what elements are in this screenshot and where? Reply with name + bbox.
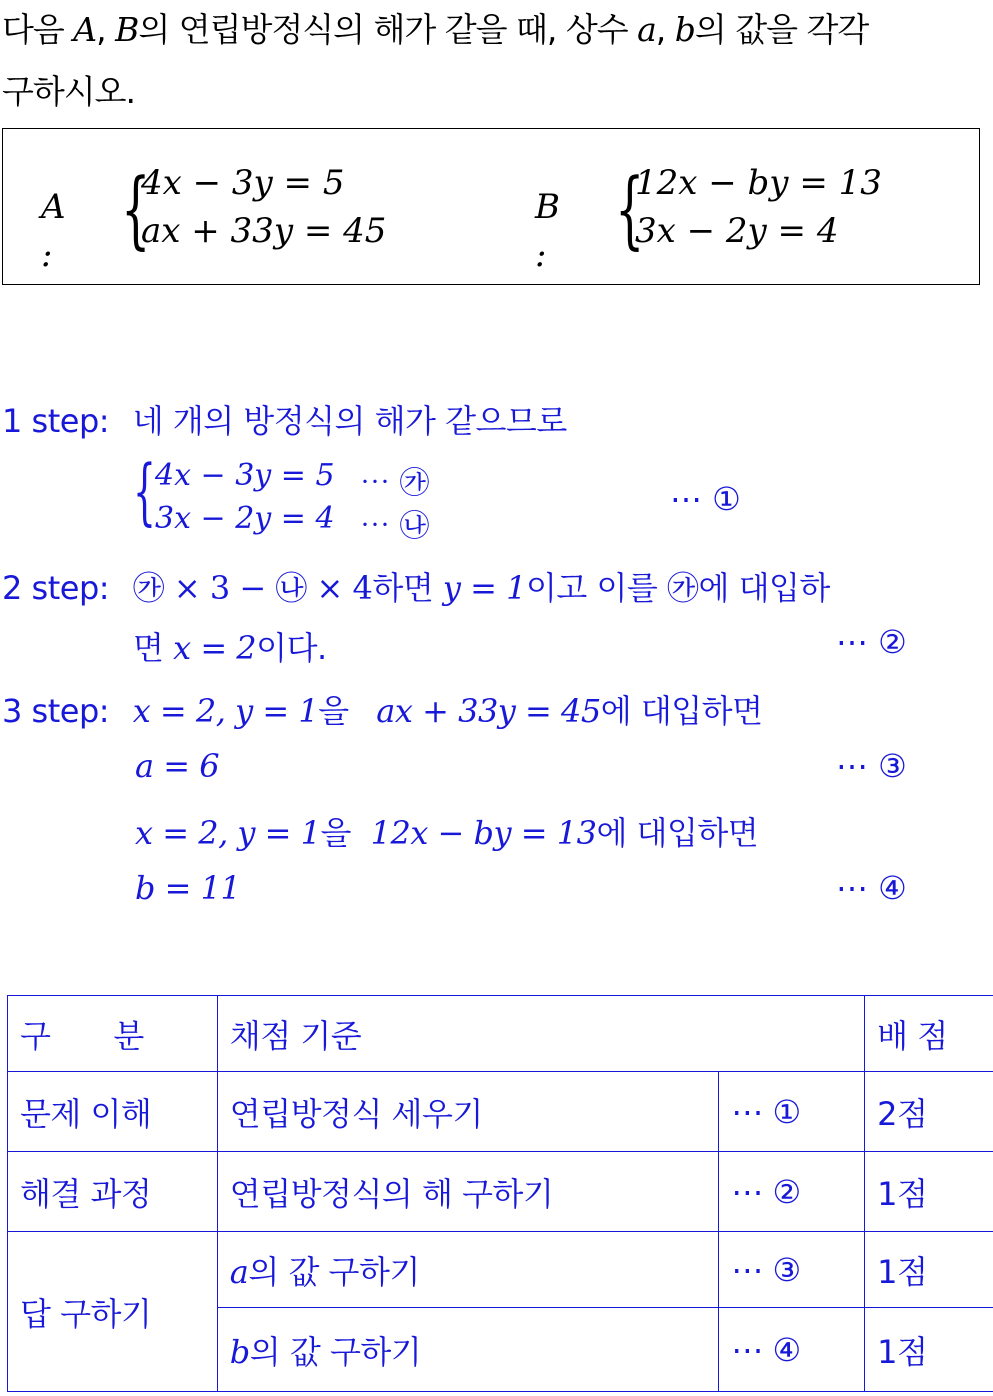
criteria-var-a: a — [229, 1252, 249, 1291]
step1-eq2-mark: ⋯ ㉯ — [360, 509, 430, 544]
row-points: 2점 — [865, 1072, 993, 1152]
step1-ref: ⋯ ① — [670, 480, 741, 518]
step1-eq1-mark: ⋯ ㉮ — [360, 466, 430, 501]
row-category: 답 구하기 — [8, 1232, 218, 1392]
step3-math: x = 2, y = 1 — [135, 814, 321, 852]
system-B-eq2: 3x − 2y = 4 — [635, 211, 839, 251]
step2-label: 2 step: — [2, 569, 110, 607]
question-line-2: 구하시오. — [2, 72, 136, 111]
system-B-label: B : — [535, 187, 560, 275]
row-criteria — [217, 1232, 719, 1308]
step3-ref-3: ⋯ ③ — [836, 747, 907, 785]
step2-ref: ⋯ ② — [836, 623, 907, 661]
step3-math: x = 2, y = 1 — [132, 692, 319, 730]
left-brace: { — [121, 160, 151, 258]
criteria-var-b: b — [229, 1332, 250, 1371]
row-ref: ⋯ ① — [719, 1072, 865, 1152]
row-points: 1점 — [865, 1232, 993, 1308]
criteria-text: 의 값 구하기 — [249, 1332, 422, 1371]
step2-text: 면 — [133, 629, 174, 667]
row-criteria: 연립방정식의 해 구하기 — [217, 1152, 719, 1232]
question-line-1 — [2, 4, 868, 51]
left-brace: { — [615, 160, 645, 258]
step3-line-3 — [135, 808, 758, 854]
row-ref: ⋯ ④ — [719, 1308, 865, 1392]
step1-eq1: 4x − 3y = 5 — [155, 458, 335, 493]
table-row — [8, 1072, 993, 1152]
step3-text: 에 대입하면 — [600, 692, 763, 730]
step3-a-value: a = 6 — [135, 747, 220, 785]
header-criteria: 채점 기준 — [217, 996, 864, 1072]
step2-text: 이다. — [256, 629, 327, 667]
step1-eq2: 3x − 2y = 4 — [155, 501, 335, 536]
row-category: 해결 과정 — [8, 1152, 218, 1232]
row-points: 1점 — [865, 1308, 993, 1392]
step3-text: 에 대입하면 — [596, 814, 759, 852]
question-text: 다음 — [2, 10, 74, 49]
row-ref: ⋯ ② — [719, 1152, 865, 1232]
step3-ref-4: ⋯ ④ — [836, 869, 907, 907]
table-header-row — [8, 996, 993, 1072]
step1-brace: { — [133, 449, 156, 533]
step1-text: 네 개의 방정식의 해가 같으므로 — [132, 402, 567, 440]
row-ref: ⋯ ③ — [719, 1232, 865, 1308]
problem-box — [2, 128, 980, 285]
table-row — [8, 1152, 993, 1232]
step1-line — [2, 396, 567, 442]
table-row — [8, 1232, 993, 1308]
step2-line-1 — [2, 563, 830, 609]
row-category: 문제 이해 — [8, 1072, 218, 1152]
step3-label: 3 step: — [2, 692, 110, 730]
step3-b-value: b = 11 — [135, 869, 241, 907]
header-category: 구 분 — [8, 996, 218, 1072]
question-text: 의 값을 각각 — [694, 10, 869, 49]
row-criteria: 연립방정식 세우기 — [217, 1072, 719, 1152]
row-criteria — [217, 1308, 719, 1392]
system-A-eq2: ax + 33y = 45 — [141, 211, 387, 251]
header-points: 배 점 — [865, 996, 993, 1072]
system-B-eq1: 12x − by = 13 — [635, 163, 882, 203]
step3-line-1 — [2, 686, 762, 732]
step2-text: 하면 — [372, 569, 443, 607]
step3-math: ax + 33y = 45 — [376, 692, 601, 730]
step2-line-2 — [133, 623, 327, 669]
system-A-eq1: 4x − 3y = 5 — [141, 163, 345, 203]
step3-math: 12x − by = 13 — [370, 814, 597, 852]
step2-math-x: x = 2 — [173, 629, 257, 667]
step1-label: 1 step: — [2, 402, 110, 440]
var-a: a — [637, 10, 656, 49]
step2-math-y: y = 1 — [442, 569, 526, 607]
step2-text: 이고 이를 ㉮에 대입하 — [526, 569, 830, 607]
step3-text: 을 — [318, 692, 349, 730]
separator: , — [96, 10, 116, 49]
var-A: A — [73, 10, 97, 49]
var-b: b — [674, 10, 695, 49]
step2-expr: ㉮ × 3 − ㉯ × 4 — [132, 569, 373, 607]
criteria-text: 의 값 구하기 — [248, 1252, 420, 1291]
question-text: 의 연립방정식의 해가 같을 때, 상수 — [138, 10, 638, 49]
step3-text: 을 — [320, 814, 351, 852]
var-B: B — [115, 10, 139, 49]
grading-table — [7, 995, 993, 1392]
system-A-label: A : — [41, 187, 66, 275]
row-points: 1점 — [865, 1152, 993, 1232]
separator: , — [655, 10, 675, 49]
